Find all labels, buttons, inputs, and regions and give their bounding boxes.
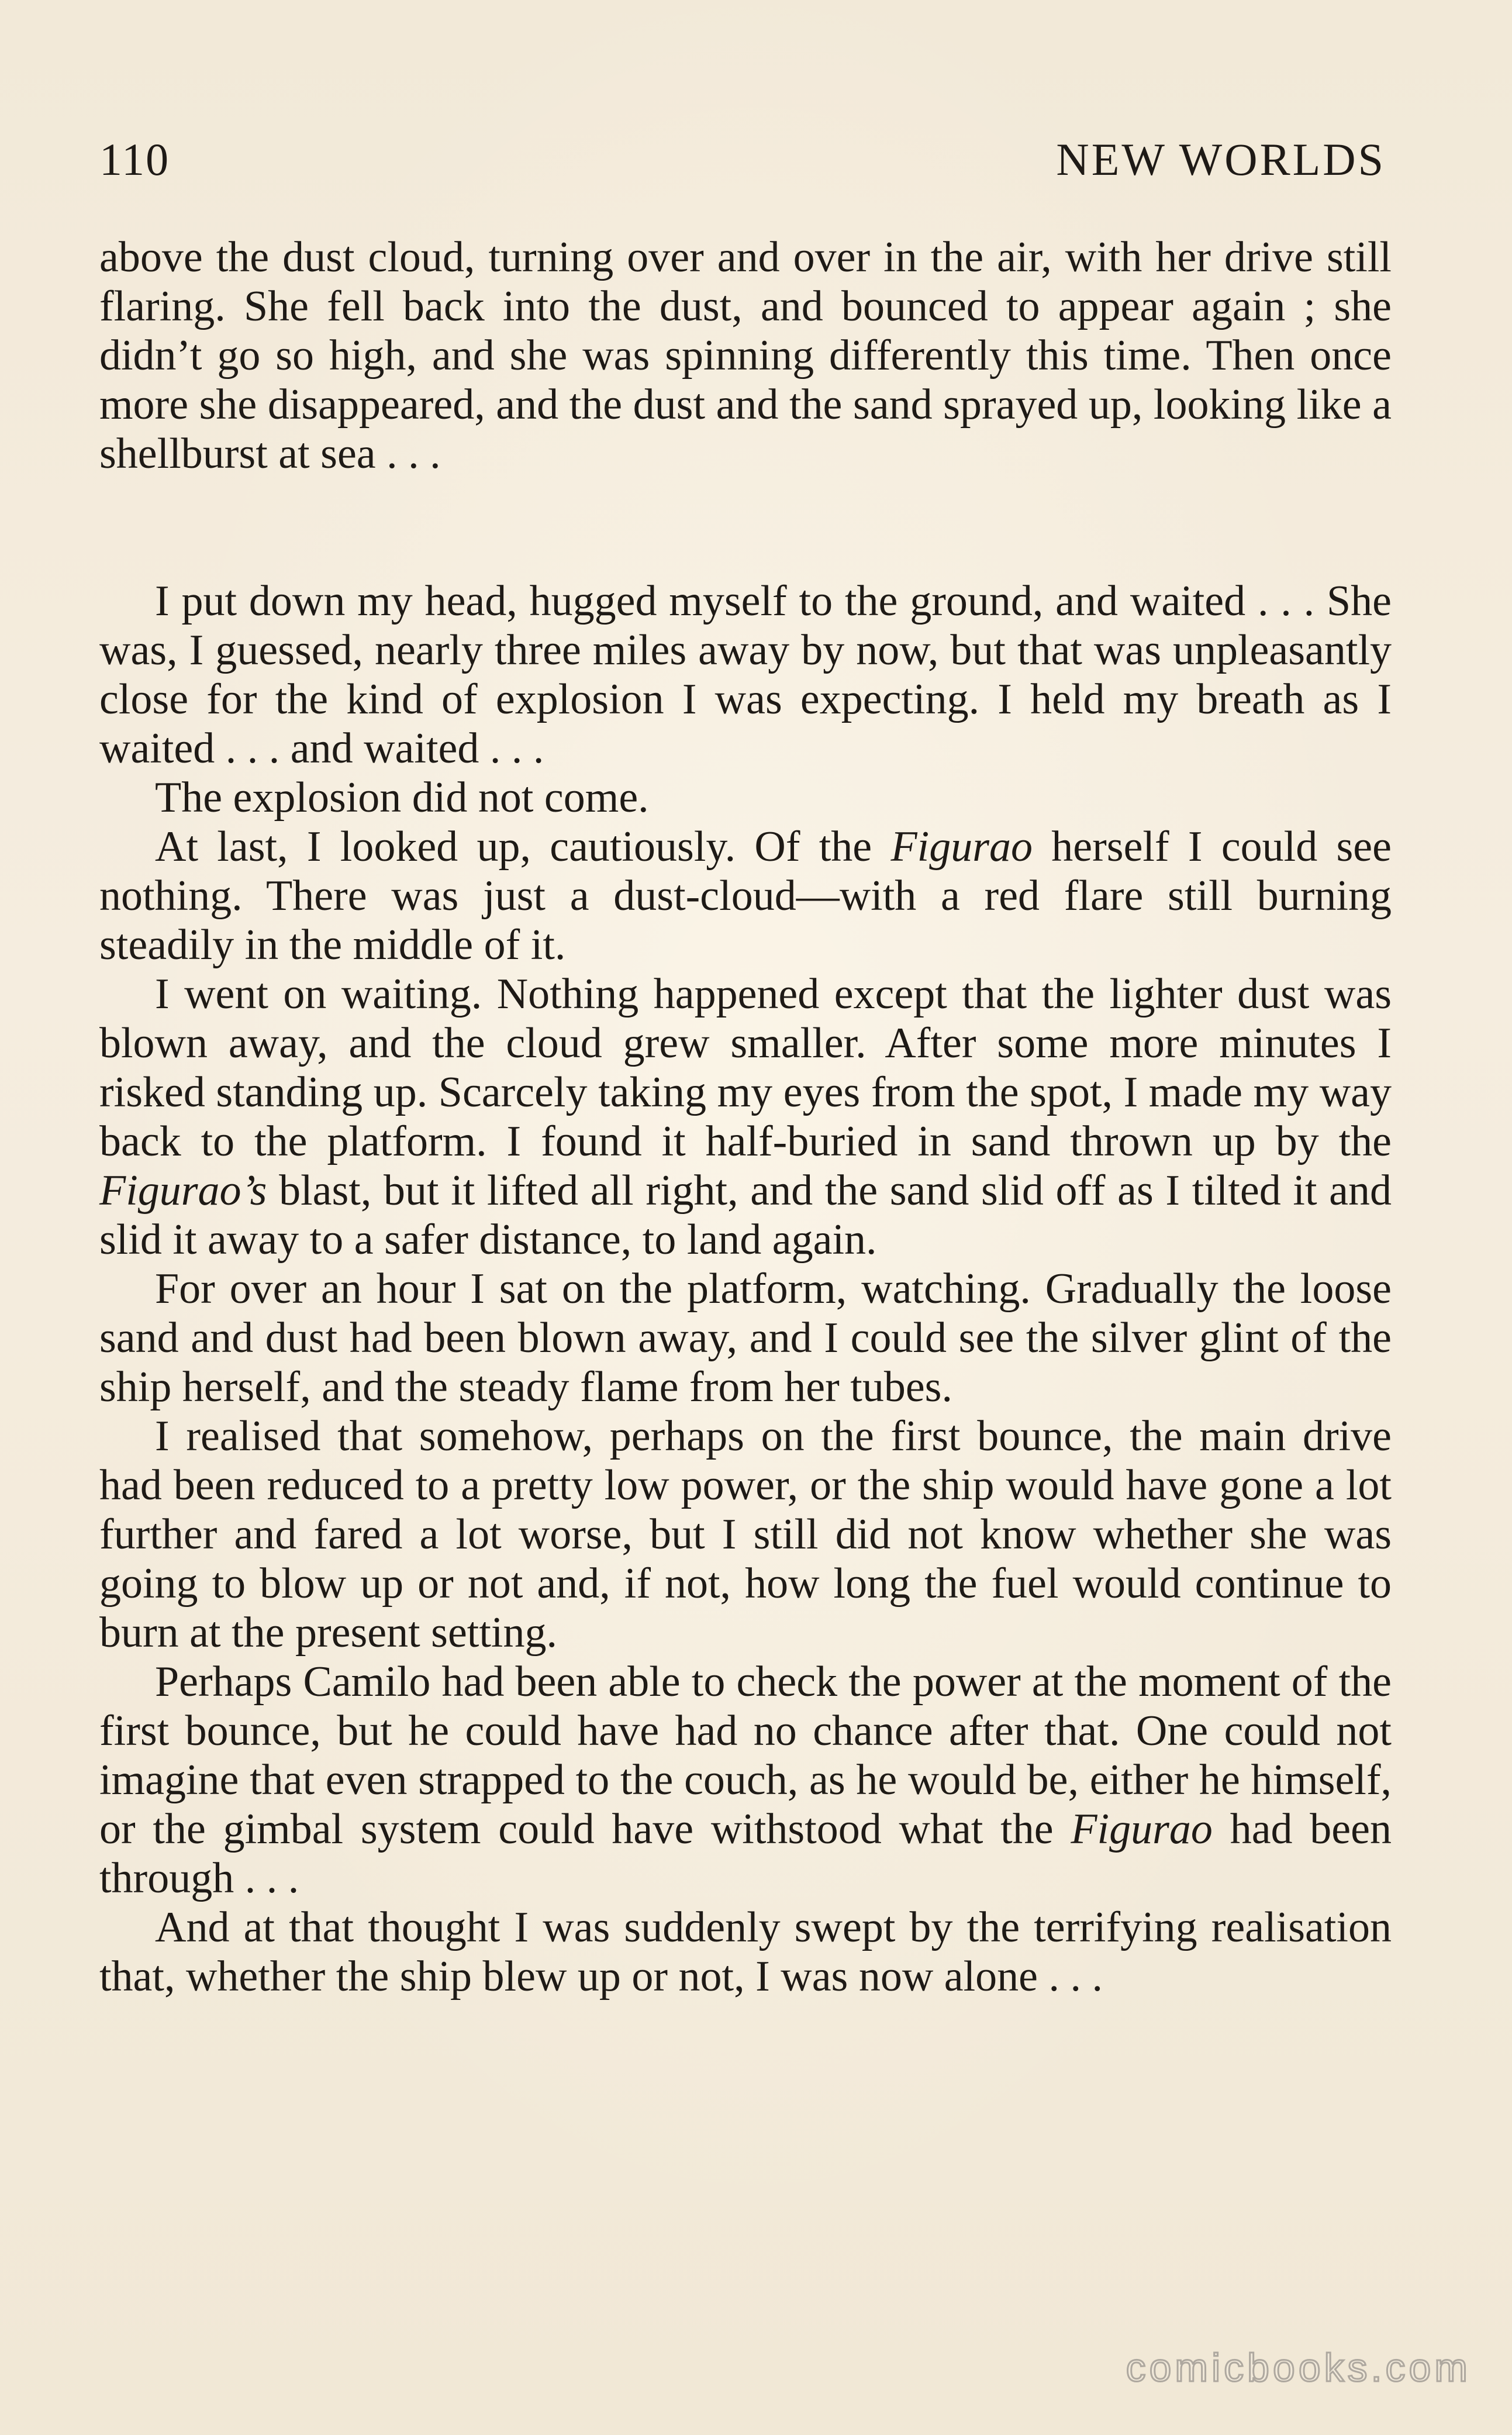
running-head	[99, 133, 1386, 186]
paragraph: And at that thought I was suddenly swept by the terrifying realisation that, whether the ship blew up or not, I was now alone . . .	[99, 1903, 1392, 2001]
paragraph: The explosion did not come.	[155, 774, 649, 822]
paragraph: At last, I looked up, cautiously. Of the Figurao herself I could see nothing. There was just a dust-cloud—with a red flare still burning steadily in the middle of it.	[99, 823, 1392, 969]
ship-name: Figurao’s	[99, 1167, 267, 1215]
ship-name: Figurao	[1071, 1805, 1213, 1853]
watermark: comicbooks.com	[1126, 2346, 1471, 2390]
paragraph: I put down my head, hugged myself to the ground, and waited . . . She was, I guessed, nearly three miles away by now, but that was unpleasantly close for the kind of explosion I was expecting. I held my breath as I waited . . . and waited . . .	[99, 577, 1392, 772]
paragraph: I went on waiting. Nothing happened except that the lighter dust was blown away, and the cloud grew smaller. After some more minutes I risked standing up. Scarcely taking my eyes from the spot, I made my way back to the platform. I found it half-buried in sand thrown up by the Figurao’s blast, but it lifted all right, and the sand slid off as I tilted it and slid it away to a safer distance, to land again.	[99, 970, 1392, 1264]
paragraph: Perhaps Camilo had been able to check the power at the moment of the first bounce, but he could have had no chance after that. One could not imagine that even strapped to the couch, as he would be, either he himself, or the gimbal system could have withstood what the Figurao had been through . . .	[99, 1658, 1392, 1902]
ship-name: Figurao	[890, 823, 1033, 871]
page-number: 110	[99, 134, 170, 185]
paragraph: For over an hour I sat on the platform, watching. Gradually the loose sand and dust had been blown away, and I could see the silver glint of the ship herself, and the steady flame from her tubes.	[99, 1265, 1392, 1411]
journal-title: NEW WORLDS	[1056, 134, 1386, 185]
paragraph: above the dust cloud, turning over and over in the air, with her drive still flaring. She fell back into the dust, and bounced to appear again ; she didn’t go so high, and she was spinning differently this time. Then once more she disappeared, and the dust and the sand sprayed up, looking like a shellburst at sea . . .	[99, 233, 1392, 478]
body-text	[99, 233, 1392, 2001]
paragraph: I realised that somehow, perhaps on the first bounce, the main drive had been reduced to a pretty low power, or the ship would have gone a lot further and fared a lot worse, but I still did not know whether she was going to blow up or not and, if not, how long the fuel would continue to burn at the present setting.	[99, 1412, 1392, 1657]
